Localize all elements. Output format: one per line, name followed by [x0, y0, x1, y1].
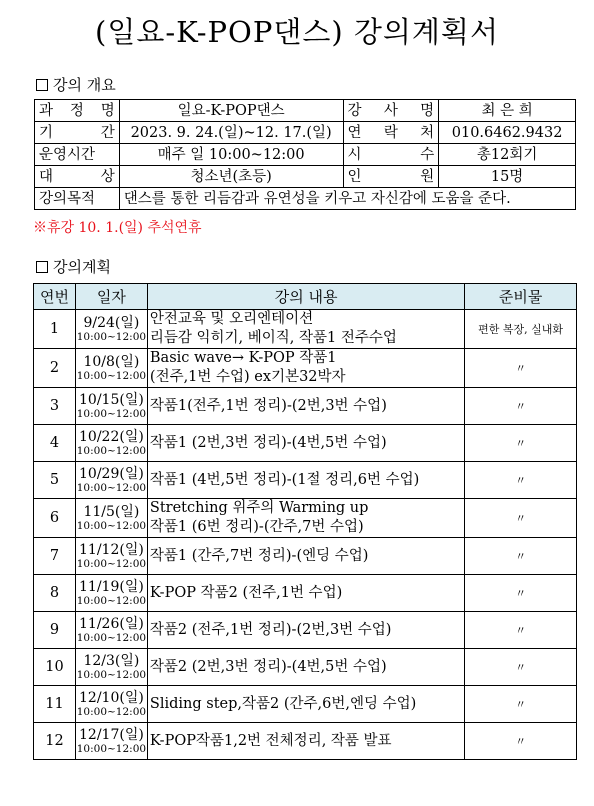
session-content-line1: Stretching 위주의 Warming up	[149, 500, 369, 516]
table-row	[34, 538, 577, 575]
table-row	[34, 388, 577, 425]
checkbox-square-icon	[36, 79, 48, 91]
session-date: 10/29(일)	[79, 466, 144, 482]
session-date: 12/3(일)	[83, 653, 140, 669]
session-no: 11	[34, 686, 76, 723]
session-prep: 〃	[465, 538, 577, 575]
session-content-line1: 안전교육 및 오리엔테이션	[149, 311, 314, 327]
session-content-line2: 리듬감 익히기, 베이직, 작품1 전주수업	[149, 330, 397, 346]
session-time: 10:00~12:00	[76, 370, 147, 382]
plan-header-row	[34, 284, 577, 310]
session-no: 3	[34, 388, 76, 425]
target-label: 대 상	[35, 166, 120, 188]
target-value: 청소년(초등)	[119, 166, 343, 188]
session-prep: 〃	[465, 612, 577, 649]
session-no: 2	[34, 349, 76, 388]
contact-value: 010.6462.9432	[439, 122, 576, 144]
contact-label: 연 락 처	[343, 122, 439, 144]
session-content-line1: Basic wave→ K-POP 작품1	[149, 350, 337, 366]
table-row	[34, 425, 577, 462]
session-content-line2: 작품1 (6번 정리)-(간주,7번 수업)	[149, 519, 364, 535]
session-prep: 〃	[465, 575, 577, 612]
session-no: 4	[34, 425, 76, 462]
session-time: 10:00~12:00	[76, 482, 147, 494]
session-prep: 〃	[465, 388, 577, 425]
header-date: 일자	[75, 284, 147, 310]
overview-heading-label: 강의 개요	[53, 76, 116, 94]
headcount-value: 15명	[439, 166, 576, 188]
session-time: 10:00~12:00	[76, 632, 147, 644]
instructor-value: 최 은 희	[439, 100, 576, 122]
session-time: 10:00~12:00	[76, 669, 147, 681]
session-no: 12	[34, 723, 76, 760]
plan-table	[33, 283, 577, 760]
session-time: 10:00~12:00	[76, 558, 147, 570]
table-row	[34, 575, 577, 612]
table-row	[34, 499, 577, 538]
session-date: 12/17(일)	[79, 727, 144, 743]
instructor-label: 강 사 명	[343, 100, 439, 122]
session-no: 10	[34, 649, 76, 686]
table-row	[34, 686, 577, 723]
session-prep: 〃	[465, 723, 577, 760]
course-label: 과 정 명	[35, 100, 120, 122]
session-prep: 〃	[465, 425, 577, 462]
session-prep: 〃	[465, 499, 577, 538]
session-content-line1: 작품1 (간주,7번 정리)-(엔딩 수업)	[149, 547, 369, 564]
session-date: 9/24(일)	[83, 315, 140, 331]
checkbox-square-icon	[36, 261, 48, 273]
session-content-line1: 작품1(전주,1번 정리)-(2번,3번 수업)	[149, 397, 387, 414]
session-content-line1: K-POP 작품2 (전주,1번 수업)	[149, 584, 343, 601]
session-content-line1: 작품2 (전주,1번 정리)-(2번,3번 수업)	[149, 621, 392, 638]
session-time: 10:00~12:00	[76, 331, 147, 343]
session-time: 10:00~12:00	[76, 520, 147, 532]
time-value: 매주 일 10:00~12:00	[119, 144, 343, 166]
session-date: 11/5(일)	[83, 504, 140, 520]
session-no: 6	[34, 499, 76, 538]
plan-heading-label: 강의계획	[53, 258, 111, 276]
purpose-label: 강의목적	[35, 188, 120, 210]
period-label: 기 간	[35, 122, 120, 144]
header-no: 연번	[34, 284, 76, 310]
session-content-line1: K-POP작품1,2번 전체정리, 작품 발표	[149, 732, 392, 749]
session-no: 7	[34, 538, 76, 575]
session-date: 12/10(일)	[79, 690, 144, 706]
session-no: 9	[34, 612, 76, 649]
session-content-line2: (전주,1번 수업) ex기본32박자	[149, 369, 346, 385]
session-time: 10:00~12:00	[76, 706, 147, 718]
session-date: 10/8(일)	[83, 354, 140, 370]
session-time: 10:00~12:00	[76, 445, 147, 457]
table-row	[34, 723, 577, 760]
holiday-notice: ※휴강 10. 1.(일) 추석연휴	[33, 220, 202, 236]
session-date: 11/19(일)	[79, 579, 144, 595]
page-title: (일요-K-POP댄스) 강의계획서	[95, 15, 499, 49]
table-row	[34, 649, 577, 686]
session-time: 10:00~12:00	[76, 408, 147, 420]
table-row	[34, 310, 577, 349]
session-prep: 〃	[465, 462, 577, 499]
table-row	[34, 349, 577, 388]
period-value: 2023. 9. 24.(일)~12. 17.(일)	[119, 122, 343, 144]
session-date: 10/22(일)	[79, 429, 144, 445]
session-no: 5	[34, 462, 76, 499]
session-prep: 〃	[465, 349, 577, 388]
sessions-value: 총12회기	[439, 144, 576, 166]
time-label: 운영시간	[35, 144, 120, 166]
course-value: 일요-K-POP댄스	[119, 100, 343, 122]
session-no: 8	[34, 575, 76, 612]
overview-section-heading	[36, 74, 116, 95]
session-time: 10:00~12:00	[76, 743, 147, 755]
session-content-line1: Sliding step,작품2 (간주,6번,엔딩 수업)	[149, 695, 417, 712]
plan-section-heading	[36, 256, 111, 277]
session-prep: 〃	[465, 686, 577, 723]
session-content-line1: 작품1 (2번,3번 정리)-(4번,5번 수업)	[149, 434, 387, 451]
header-prep: 준비물	[465, 284, 577, 310]
session-content-line1: 작품2 (2번,3번 정리)-(4번,5번 수업)	[149, 658, 387, 675]
headcount-label: 인 원	[343, 166, 439, 188]
session-content-line1: 작품1 (4번,5번 정리)-(1절 정리,6번 수업)	[149, 471, 420, 488]
session-date: 11/12(일)	[79, 542, 144, 558]
sessions-label: 시 수	[343, 144, 439, 166]
overview-table	[34, 99, 576, 210]
header-content: 강의 내용	[147, 284, 464, 310]
table-row	[34, 612, 577, 649]
session-time: 10:00~12:00	[76, 595, 147, 607]
session-prep: 〃	[465, 649, 577, 686]
session-date: 10/15(일)	[79, 392, 144, 408]
session-date: 11/26(일)	[79, 616, 144, 632]
table-row	[34, 462, 577, 499]
purpose-value: 댄스를 통한 리듬감과 유연성을 키우고 자신감에 도움을 준다.	[119, 188, 575, 210]
session-prep: 편한 복장, 실내화	[465, 310, 577, 349]
session-no: 1	[34, 310, 76, 349]
